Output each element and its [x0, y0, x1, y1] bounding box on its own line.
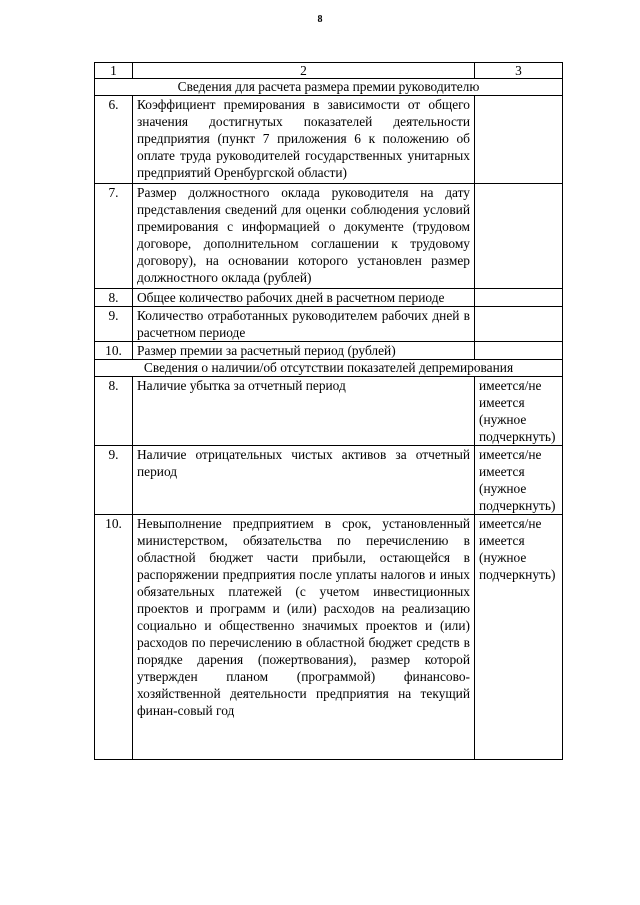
option-text: имеется	[479, 464, 525, 479]
row-description: Наличие убытка за отчетный период	[133, 377, 475, 446]
column-header-row	[95, 63, 563, 79]
row-value-cell	[475, 289, 563, 307]
option-text: подчеркнуть)	[479, 567, 556, 582]
row-value-cell	[475, 342, 563, 360]
info-table	[94, 62, 563, 760]
row-number: 9.	[95, 307, 133, 342]
row-number: 9.	[95, 446, 133, 515]
option-text: имеется/не	[479, 516, 542, 531]
row-value-cell	[475, 377, 563, 446]
row-value-cell	[475, 307, 563, 342]
row-value-cell	[475, 184, 563, 289]
column-header: 2	[133, 63, 475, 79]
row-description: Коэффициент премирования в зависимости от общего значения достигнутых показателей деятельности предприятия (пункт 7 приложения 6 к положению об оплате труда руководителей государственных унитарных предприятий Оренбургской области)	[133, 96, 475, 184]
row-value-cell	[475, 446, 563, 515]
option-text: подчеркнуть)	[479, 498, 556, 513]
column-header: 3	[475, 63, 563, 79]
option-text: (нужное	[479, 412, 527, 427]
page-number: 8	[317, 14, 323, 25]
table-row	[95, 446, 563, 515]
table-row	[95, 307, 563, 342]
row-description: Количество отработанных руководителем рабочих дней в расчетном периоде	[133, 307, 475, 342]
column-header: 1	[95, 63, 133, 79]
section-row	[95, 360, 563, 377]
row-number: 8.	[95, 289, 133, 307]
section-title-depremium-indicators: Сведения о наличии/об отсутствии показателей депремирования	[95, 360, 563, 377]
section-row	[95, 79, 563, 96]
row-description: Общее количество рабочих дней в расчетном периоде	[133, 289, 475, 307]
table-row	[95, 515, 563, 760]
row-description: Наличие отрицательных чистых активов за отчетный период	[133, 446, 475, 515]
option-text: имеется	[479, 395, 525, 410]
option-text: имеется/не	[479, 378, 542, 393]
table-row	[95, 342, 563, 360]
table-row	[95, 377, 563, 446]
section-title-premium-calculation: Сведения для расчета размера премии руководителю	[95, 79, 563, 96]
row-number: 8.	[95, 377, 133, 446]
row-description: Невыполнение предприятием в срок, установленный министерством, обязательства по перечислению в областной бюджет части прибыли, остающейся в распоряжении предприятия после уплаты налогов и иных обязательных платежей (с учетом инвестиционных проектов и программ и (или) расходов на реализацию социально и общественно значимых проектов и (или) расходов по перечислению в областной бюджет средств в порядке дарения (пожертвования), размер которой утвержден планом (программой) финансово-хозяйственной деятельности предприятия на текущий финан-совый год	[133, 515, 475, 760]
row-value-cell	[475, 515, 563, 760]
table-row	[95, 184, 563, 289]
table-row	[95, 289, 563, 307]
row-number: 10.	[95, 342, 133, 360]
row-number: 7.	[95, 184, 133, 289]
option-text: подчеркнуть)	[479, 429, 556, 444]
option-text: имеется/не	[479, 447, 542, 462]
row-number: 10.	[95, 515, 133, 760]
row-number: 6.	[95, 96, 133, 184]
option-text: имеется	[479, 533, 525, 548]
row-description: Размер премии за расчетный период (рублей)	[133, 342, 475, 360]
option-text: (нужное	[479, 481, 527, 496]
table-row	[95, 96, 563, 184]
row-description: Размер должностного оклада руководителя на дату представления сведений для оценки соблюдения условий премирования с информацией о документе (трудовом договоре, дополнительном соглашении к трудовому договору), на основании которого установлен размер должностного оклада (рублей)	[133, 184, 475, 289]
option-text: (нужное	[479, 550, 527, 565]
row-value-cell	[475, 96, 563, 184]
